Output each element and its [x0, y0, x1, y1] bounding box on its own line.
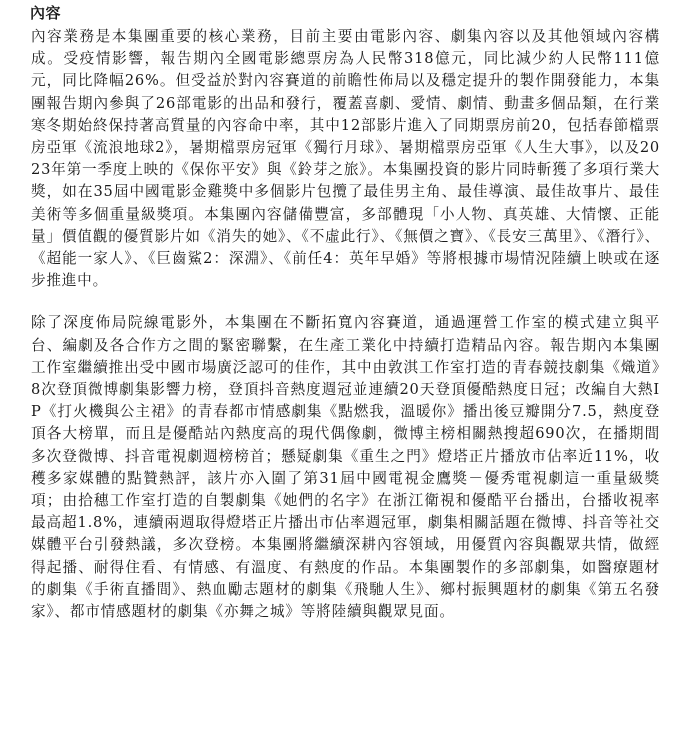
- document-page: [31, 2, 660, 623]
- paragraph-content-expansion: 除了深度佈局院線電影外，本集團在不斷拓寬內容賽道，通過運營工作室的模式建立與平台、編劇及各合作方之間的緊密聯繫，在生產工業化中持續打造精品內容。報告期內本集團工作室繼續推出受中國市場廣泛認可的佳作，其中由敦淇工作室打造的青春競技劇集《熾道》8次登頂微博劇集影響力榜，登頂抖音熱度週冠並連續20天登頂優酷熱度日冠；改編自大熱IP《打火機與公主裙》的青春都市情感劇集《點燃我，溫暖你》播出後豆瓣開分7.5，熱度登頂各大榜單，而且是優酷站內熱度高的現代偶像劇，微博主榜相關熱搜超690次，在播期間多次登微博、抖音電視劇週榜榜首；懸疑劇集《重生之門》燈塔正片播放市佔率近11%，收穫多家媒體的點贊熱評，該片亦入圍了第31屆中國電視金鷹獎－優秀電視劇這一重量級獎項；由拾穗工作室打造的自製劇集《她們的名字》在浙江衛視和優酷平台播出，台播收視率最高超1.8%，連續兩週取得燈塔正片播出市佔率週冠軍，劇集相關話題在微博、抖音等社交媒體平台引發熱議，多次登榜。本集團將繼續深耕內容領域，用優質內容與觀眾共情，做經得起播、耐得住看、有情感、有溫度、有熱度的作品。本集團製作的多部劇集，如醫療題材的劇集《手術直播間》、熱血勵志題材的劇集《飛馳人生》、鄉村振興題材的劇集《第五名發家》、都市情感題材的劇集《亦舞之城》等將陸續與觀眾見面。: [31, 314, 660, 621]
- section-heading: 內容: [30, 4, 62, 22]
- paragraph-content-business: 內容業務是本集團重要的核心業務，目前主要由電影內容、劇集內容以及其他領域內容構成。受疫情影響，報告期內全國電影總票房為人民幣318億元，同比減少約人民幣111億元，同比降幅26%。但受益於對內容賽道的前瞻性佈局以及穩定提升的製作開發能力，本集團報告期內參與了26部電影的出品和發行，覆蓋喜劇、愛情、劇情、動畫多個品類，在行業寒冬期始終保持著高質量的內容命中率，其中12部影片進入了同期票房前20，包括春節檔票房亞軍《流浪地球2》，暑期檔票房冠軍《獨行月球》、暑期檔票房亞軍《人生大事》，以及2023年第一季度上映的《保你平安》與《鈴芽之旅》。本集團投資的影片同時斬獲了多項行業大獎，如在35屆中國電影金雞獎中多個影片包攬了最佳男主角、最佳導演、最佳故事片、最佳美術等多個重量級獎項。本集團內容儲備豐富，多部體現「小人物、真英雄、大情懷、正能量」價值觀的優質影片如《消失的她》、《不虛此行》、《無價之寶》、《長安三萬里》、《潛行》、《超能一家人》、《巨齒鯊2：深淵》、《前任4：英年早婚》等將根據市場情況陸續上映或在逐步推進中。: [31, 28, 660, 290]
